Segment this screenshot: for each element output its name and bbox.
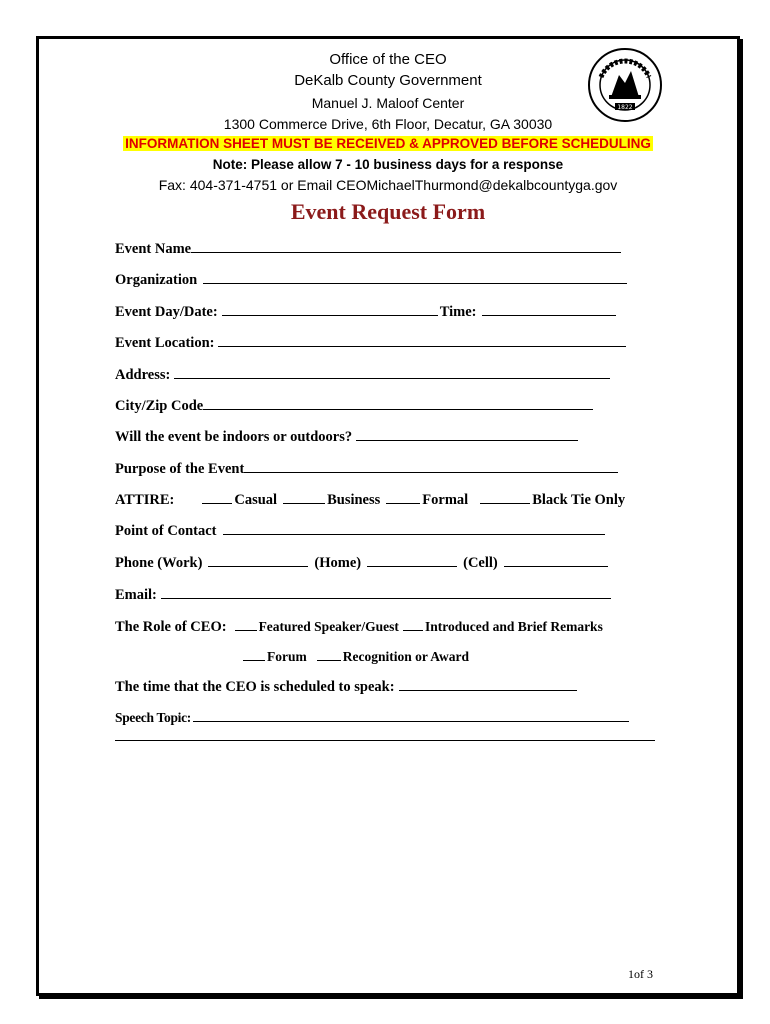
speech-topic-field[interactable]	[193, 720, 629, 722]
attire-blacktie-blank[interactable]	[480, 502, 530, 504]
address-label: Address:	[115, 367, 171, 383]
organization-label: Organization	[115, 272, 198, 288]
phone-home-field[interactable]	[367, 565, 457, 567]
purpose-field[interactable]	[244, 471, 618, 473]
speech-topic-label: Speech Topic:	[115, 710, 191, 725]
time-field[interactable]	[482, 314, 616, 316]
attire-casual-blank[interactable]	[202, 502, 232, 504]
attire-formal-blank[interactable]	[386, 502, 420, 504]
role-featured-label: Featured Speaker/Guest	[258, 619, 399, 634]
role-forum-label: Forum	[267, 649, 307, 664]
form-title: Event Request Form	[290, 199, 486, 224]
header-address: 1300 Commerce Drive, 6th Floor, Decatur, GA 30030	[223, 116, 553, 132]
attire-label: ATTIRE:	[115, 492, 175, 508]
attire-business-label: Business	[327, 492, 381, 508]
role-featured-blank[interactable]	[235, 629, 257, 631]
event-location-field[interactable]	[218, 345, 626, 347]
attire-casual-label: Casual	[234, 492, 278, 508]
phone-cell-field[interactable]	[504, 565, 608, 567]
email-field[interactable]	[161, 597, 611, 599]
time-scheduled-label: The time that the CEO is scheduled to speak:	[115, 679, 395, 695]
role-introduced-label: Introduced and Brief Remarks	[424, 619, 603, 634]
time-label: Time:	[439, 304, 477, 320]
indoors-outdoors-field[interactable]	[356, 439, 578, 441]
purpose-label: Purpose of the Event	[115, 461, 245, 477]
event-location-label: Event Location:	[115, 335, 215, 351]
phone-cell-label: (Cell)	[463, 555, 498, 571]
event-name-label: Event Name	[115, 241, 192, 257]
attire-formal-label: Formal	[422, 492, 469, 508]
header-center: Manuel J. Maloof Center	[311, 95, 465, 111]
phone-home-label: (Home)	[314, 555, 362, 571]
city-zip-field[interactable]	[203, 408, 593, 410]
county-seal-logo	[587, 47, 663, 123]
document-page	[36, 36, 740, 996]
role-recognition-label: Recognition or Award	[342, 649, 469, 664]
point-of-contact-label: Point of Contact	[115, 523, 217, 539]
speech-topic-field-continued[interactable]	[115, 739, 655, 741]
contact-line: Fax: 404-371-4751 or Email CEOMichaelThurmond@dekalbcountyga.gov	[158, 177, 618, 193]
seal-year: 1822	[617, 104, 633, 111]
attire-business-blank[interactable]	[283, 502, 325, 504]
phone-work-label: Phone (Work)	[115, 555, 203, 571]
city-zip-label: City/Zip Code	[115, 398, 204, 414]
point-of-contact-field[interactable]	[223, 533, 605, 535]
attire-blacktie-label: Black Tie Only	[532, 492, 626, 508]
time-scheduled-field[interactable]	[399, 689, 577, 691]
scheduling-notice: INFORMATION SHEET MUST BE RECEIVED & APPROVED BEFORE SCHEDULING	[125, 136, 651, 151]
organization-field[interactable]	[203, 282, 627, 284]
response-note: Note: Please allow 7 - 10 business days for a response	[212, 157, 564, 172]
phone-work-field[interactable]	[208, 565, 308, 567]
role-label: The Role of CEO:	[115, 619, 227, 635]
address-field[interactable]	[174, 377, 610, 379]
role-forum-blank[interactable]	[243, 659, 265, 661]
event-date-field[interactable]	[222, 314, 438, 316]
page-number: 1of 3	[628, 967, 653, 981]
indoors-outdoors-label: Will the event be indoors or outdoors?	[115, 429, 353, 445]
header-office: Office of the CEO	[329, 51, 447, 68]
event-date-label: Event Day/Date:	[115, 304, 218, 320]
email-label: Email:	[115, 587, 157, 603]
header-government: DeKalb County Government	[294, 72, 482, 89]
event-name-field[interactable]	[191, 251, 621, 253]
role-introduced-blank[interactable]	[403, 629, 423, 631]
role-recognition-blank[interactable]	[317, 659, 341, 661]
